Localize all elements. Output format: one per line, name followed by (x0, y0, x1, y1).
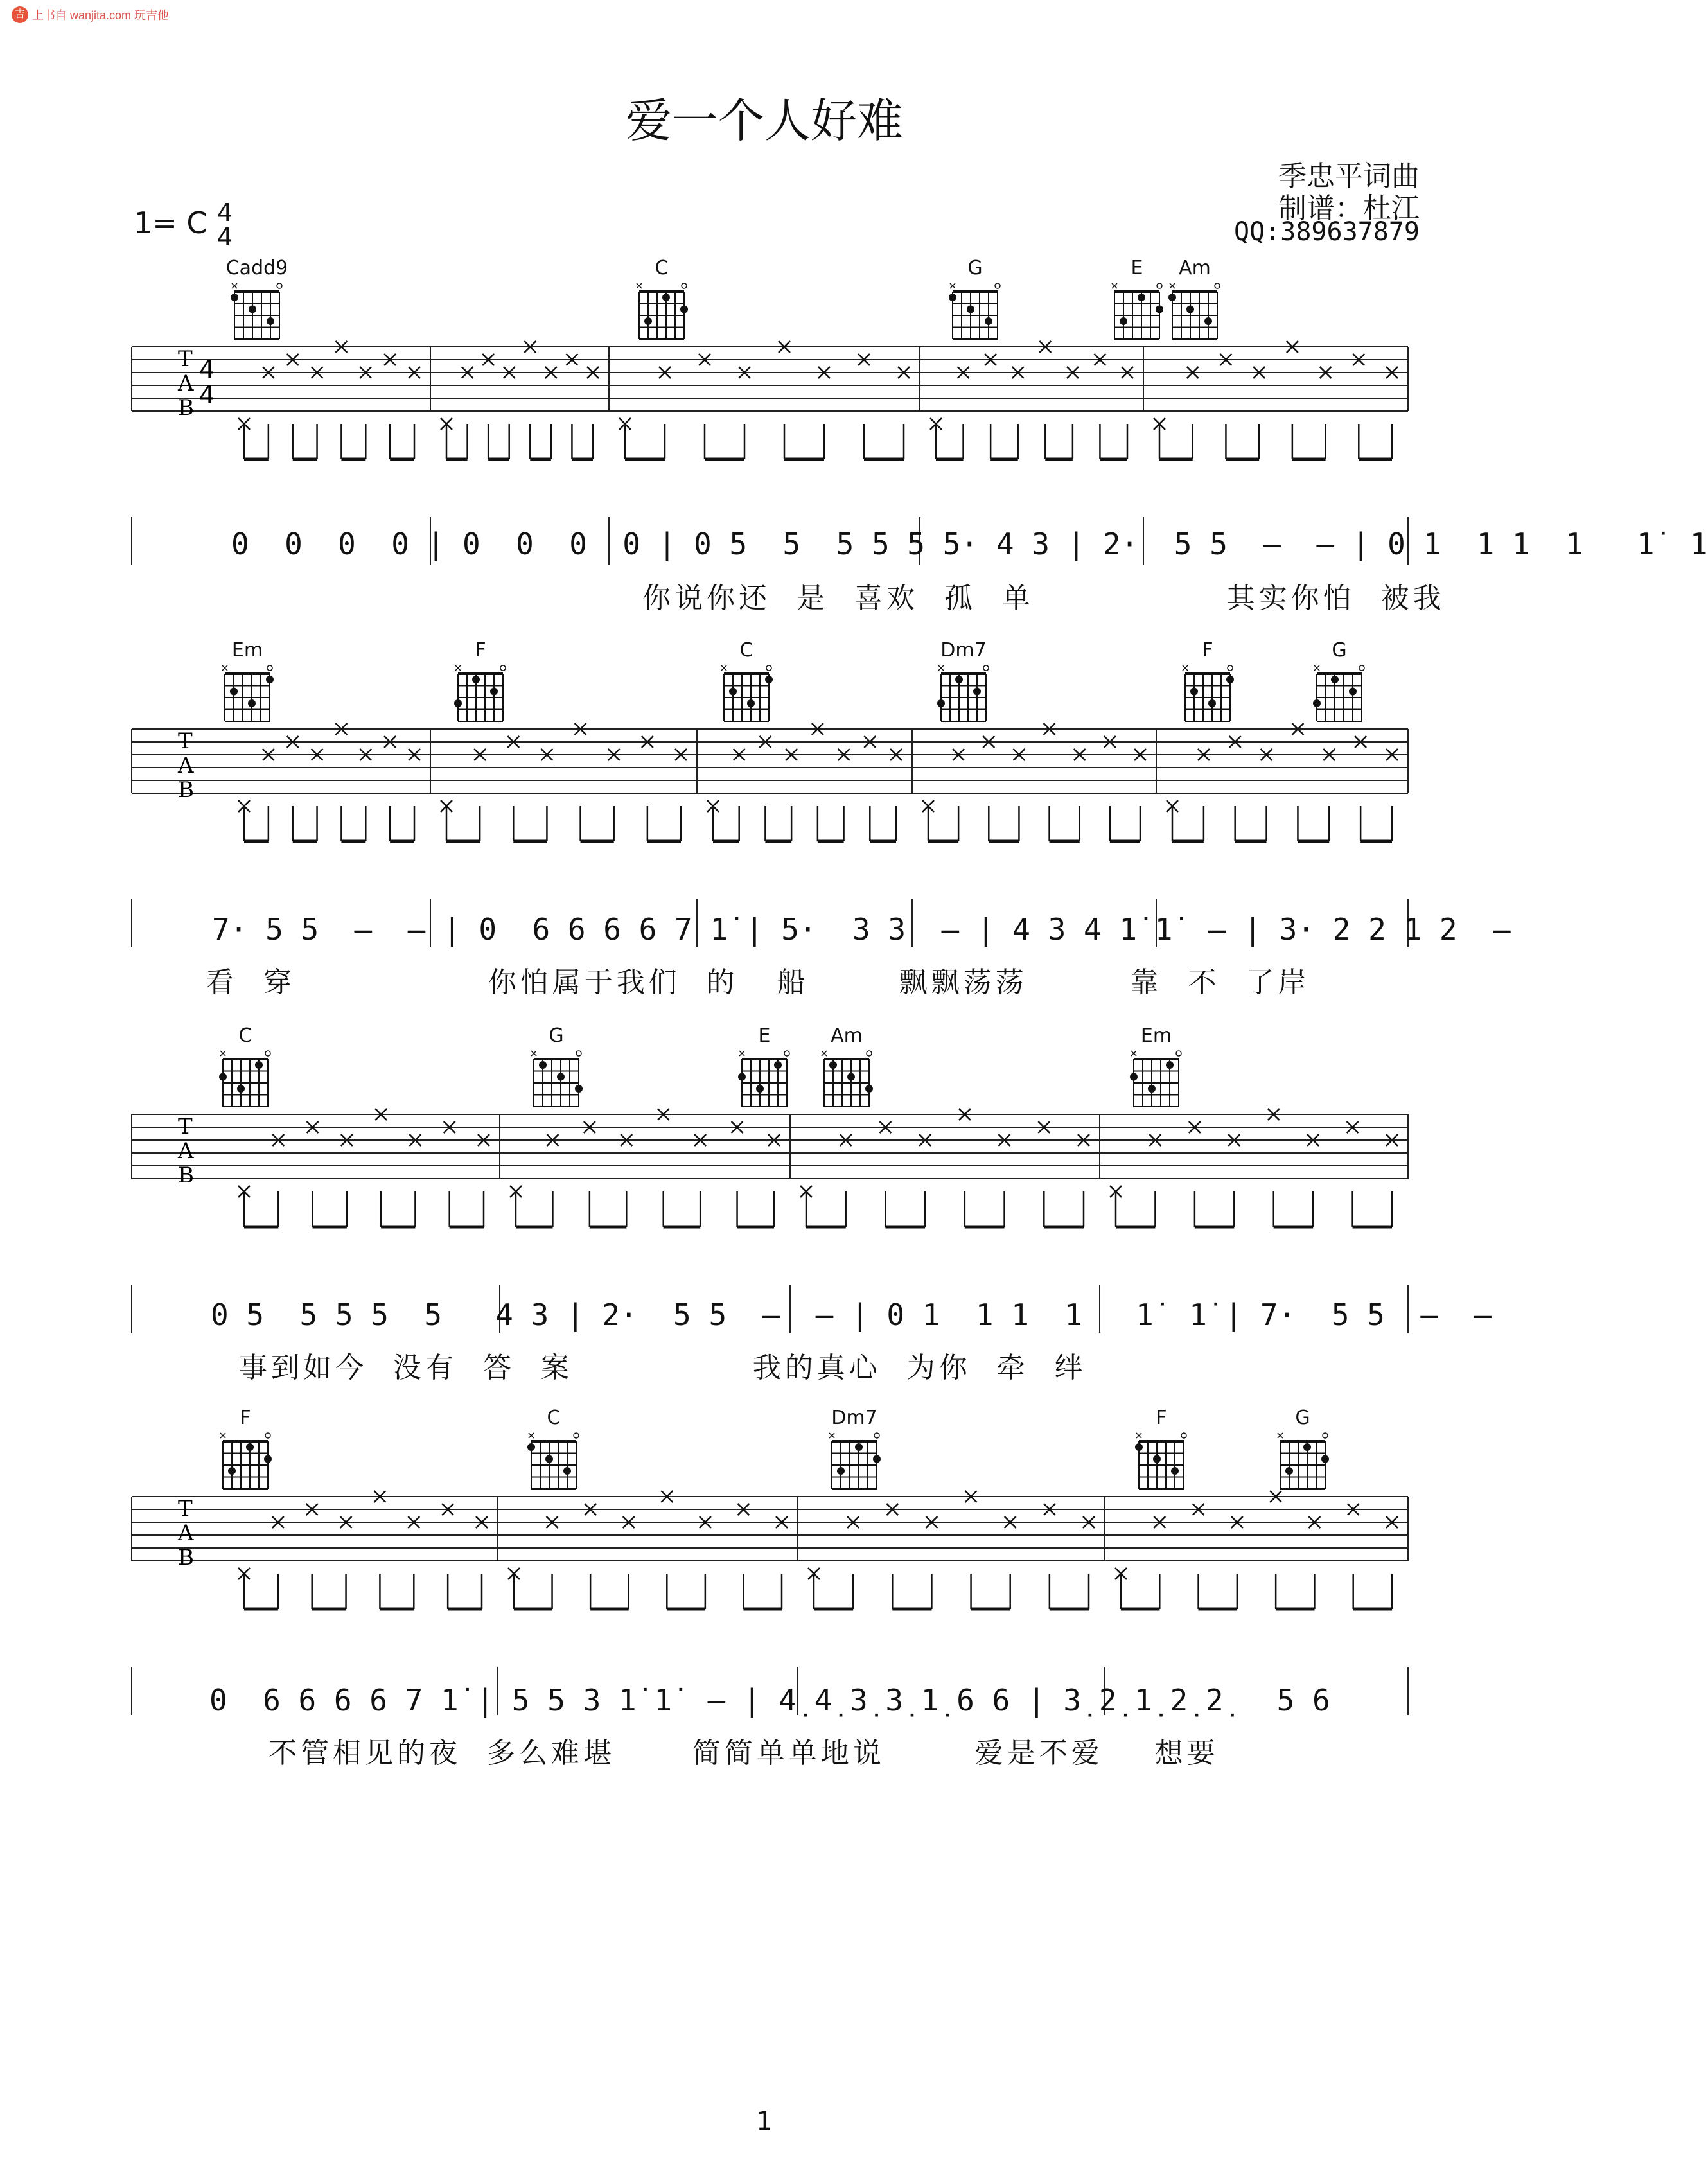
chord-diagram (925, 639, 1002, 726)
chord-name: F (1202, 639, 1213, 662)
chord-name: C (655, 257, 669, 279)
chord-diagram (726, 1024, 803, 1112)
chord-grid-icon (716, 662, 777, 726)
tab-clef-letter: A (178, 753, 194, 778)
chord-grid-icon (525, 1048, 587, 1112)
time-signature-top: 4 (217, 198, 233, 227)
chord-grid-icon (944, 280, 1006, 344)
chord-grid-icon (1164, 280, 1226, 344)
chord-diagram (1118, 1024, 1195, 1112)
chord-grid-icon (823, 1430, 885, 1494)
chord-grid-icon (215, 1430, 276, 1494)
tab-clef-letter: B (178, 1163, 194, 1188)
chord-name: Em (231, 639, 263, 662)
chord-name: Am (831, 1024, 863, 1047)
chord-diagram (1169, 639, 1246, 726)
chord-name: G (1332, 639, 1347, 662)
tab-clef-letter: T (178, 728, 193, 754)
chord-diagram (1156, 257, 1233, 344)
tab-clef-letter: T (178, 1496, 193, 1522)
tab-time-signature: 4 (199, 355, 215, 383)
jianpu-line-1: 0 0 0 0 | 0 0 0 0 | 0 5 5 5 5 5 5· 4 3 | 2· 5 5 — — | 0 1 1 1 1 1̇ 1̇ (231, 527, 1708, 561)
chord-grid-icon (523, 1430, 585, 1494)
brand-text: 上书自 wanjita.com 玩吉他 (32, 9, 170, 22)
tab-clef-letter: A (178, 1138, 194, 1164)
chord-name: C (238, 1024, 252, 1047)
chord-name: G (549, 1024, 564, 1047)
chord-grid-icon (226, 280, 288, 344)
chord-name: Cadd9 (225, 257, 288, 279)
chord-diagram (1123, 1407, 1200, 1494)
lyric-line-3: 事到如今 没有 答 案 我的真心 为你 牵 绊 (239, 1351, 1087, 1384)
credit-transcriber: 制谱：杜江 (1278, 192, 1420, 225)
jianpu-line-2: 7· 5 5 — — | 0 6 6 6 6 7 1̇ | 5· 3 3 — | 4 3 4 1̇ 1̇ — | 3· 2 2 1 2 — (212, 912, 1511, 947)
time-signature-bottom: 4 (217, 223, 233, 251)
chord-diagram (518, 1024, 595, 1112)
tab-clef-letter: T (178, 346, 193, 372)
chord-diagram (218, 257, 295, 344)
chord-grid-icon (1308, 662, 1370, 726)
chord-grid-icon (816, 1048, 877, 1112)
tab-clef-letter: B (178, 395, 194, 421)
chord-grid-icon (1272, 1430, 1334, 1494)
chord-name: Dm7 (831, 1407, 877, 1429)
chord-grid-icon (1177, 662, 1238, 726)
tab-time-signature: 4 (199, 381, 215, 409)
chord-diagram (209, 639, 286, 726)
credit-qq: QQ:389637879 (1234, 217, 1420, 247)
chord-name: Dm7 (940, 639, 987, 662)
chord-name: F (475, 639, 486, 662)
chord-grid-icon (215, 1048, 276, 1112)
chord-name: Am (1179, 257, 1211, 279)
chord-grid-icon (450, 662, 511, 726)
chord-name: F (240, 1407, 251, 1429)
chord-diagram (515, 1407, 592, 1494)
tab-clef-letter: A (178, 371, 194, 396)
chord-name: F (1156, 1407, 1167, 1429)
brand-logo-icon: 吉 (12, 6, 28, 23)
chord-grid-icon (631, 280, 692, 344)
chord-name: C (739, 639, 753, 662)
tab-clef-letter: B (178, 1545, 194, 1570)
jianpu-line-4: 0 6 6 6 6 7 1̇ | 5 5 3 1̇ 1̇ — | 4̣ 4̣ 3̣ 3̣ 1̣ 6 6 | 3̣ 2̣ 1̣ 2̣ 2̣ 5 6 (209, 1683, 1330, 1718)
song-title: 爱一个人好难 (625, 94, 903, 148)
key-signature: 1= C (134, 206, 207, 240)
chord-grid-icon (216, 662, 278, 726)
tab-clef-letter: T (178, 1114, 193, 1139)
chord-grid-icon (933, 662, 994, 726)
page-number: 1 (756, 2107, 773, 2136)
chord-diagram (207, 1024, 284, 1112)
chord-grid-icon (734, 1048, 795, 1112)
chord-name: C (547, 1407, 561, 1429)
chord-name: G (1295, 1407, 1310, 1429)
tab-clef-letter: B (178, 777, 194, 803)
lyric-line-2: 看 穿 你怕属于我们 的 船 飘飘荡荡 靠 不 了岸 (206, 966, 1310, 999)
chord-diagram (816, 1407, 893, 1494)
chord-name: Em (1140, 1024, 1172, 1047)
tab-clef-letter: A (178, 1520, 194, 1546)
chord-name: E (1131, 257, 1143, 279)
chord-name: E (758, 1024, 771, 1047)
lyric-line-4: 不管相见的夜 多么难堪 简简单单地说 爱是不爱 想要 (269, 1737, 1219, 1770)
chord-diagram (442, 639, 519, 726)
chord-name: G (967, 257, 983, 279)
lyric-line-1: 你说你还 是 喜欢 孤 单 其实你怕 被我 (642, 582, 1445, 615)
chord-diagram (808, 1024, 885, 1112)
chord-diagram (623, 257, 700, 344)
chord-grid-icon (1131, 1430, 1192, 1494)
jianpu-line-3: 0 5 5 5 5 5 4 3 | 2· 5 5 — — | 0 1 1 1 1 1̇ 1̇ | 7· 5 5 — — (211, 1297, 1492, 1332)
chord-diagram (937, 257, 1014, 344)
chord-diagram (207, 1407, 284, 1494)
chord-diagram (1301, 639, 1378, 726)
chord-diagram (1264, 1407, 1341, 1494)
tab-staff (132, 1491, 1408, 1715)
chord-diagram (708, 639, 785, 726)
credit-composer: 季忠平词曲 (1278, 160, 1420, 193)
chord-grid-icon (1125, 1048, 1187, 1112)
